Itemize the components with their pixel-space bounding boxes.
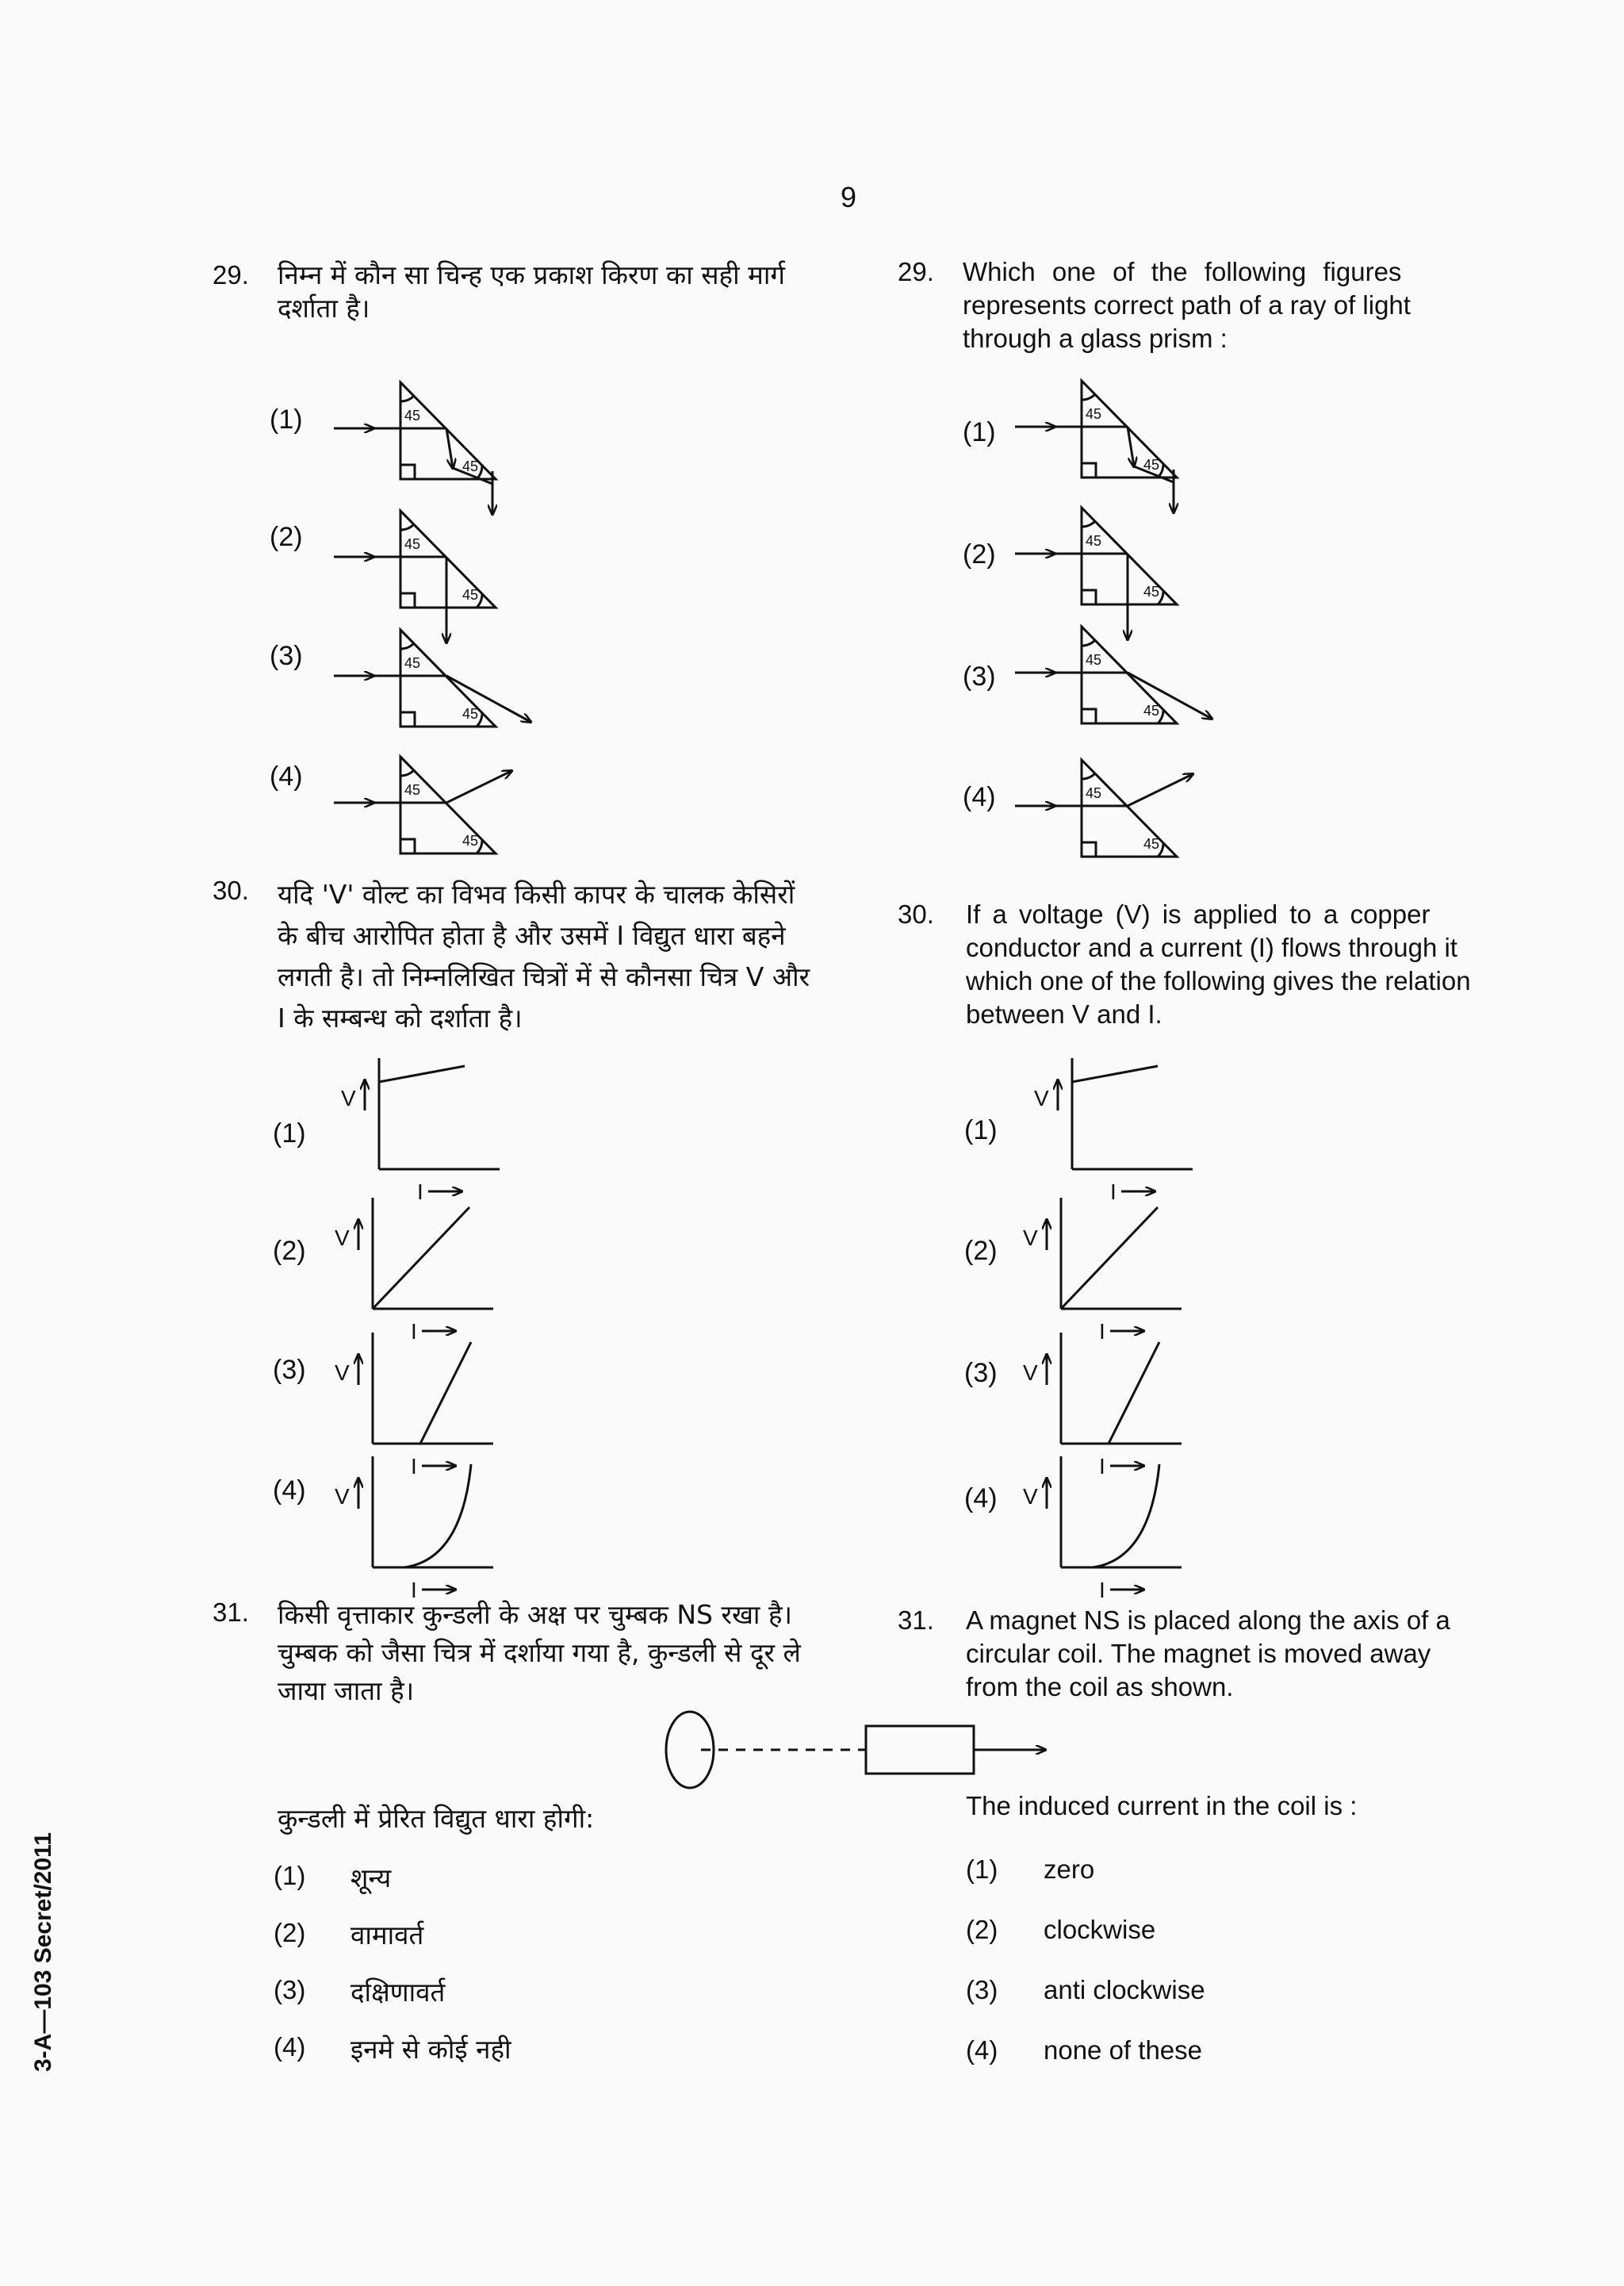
angle-label: 45 bbox=[1086, 533, 1102, 549]
plot-line bbox=[1072, 1066, 1158, 1082]
magnet bbox=[866, 1726, 974, 1774]
question-text-line: यदि 'V' वोल्ट का विभव किसी कापर के चालक केसिरों bbox=[278, 879, 795, 910]
option-label: (3) bbox=[964, 1358, 998, 1388]
angle-label: 45 bbox=[1086, 406, 1102, 422]
option-text: none of these bbox=[1044, 2035, 1202, 2065]
plot-line bbox=[1061, 1207, 1158, 1309]
option-label: (1) bbox=[963, 417, 996, 447]
question-text-line: represents correct path of a ray of light bbox=[963, 290, 1411, 320]
angle-arc bbox=[1082, 773, 1095, 779]
option-label: (3) bbox=[273, 1355, 306, 1385]
right-angle-mark bbox=[400, 465, 415, 479]
option-text: इनमे से कोई नही bbox=[350, 2034, 511, 2065]
right-angle-mark bbox=[1082, 590, 1096, 604]
coil-magnet-figure bbox=[666, 1712, 1045, 1788]
option-text: zero bbox=[1044, 1854, 1095, 1884]
emergent-ray bbox=[446, 771, 511, 803]
question-text-line: circular coil. The magnet is moved away bbox=[966, 1639, 1431, 1668]
angle-arc bbox=[1082, 394, 1095, 400]
option-label: (2) bbox=[964, 1236, 998, 1266]
option-label: (4) bbox=[966, 2035, 998, 2065]
option-text: दक्षिणावर्त bbox=[350, 1977, 446, 2008]
angle-arc bbox=[400, 396, 414, 401]
option-text: anti clockwise bbox=[1044, 1975, 1205, 2004]
right-angle-mark bbox=[400, 712, 415, 727]
question-text-line: Which one of the following figures bbox=[963, 257, 1402, 286]
question-text-line: I के सम्बन्ध को दर्शाता है। bbox=[278, 1003, 523, 1034]
option-label: (1) bbox=[964, 1115, 998, 1145]
i-axis-label: I bbox=[1110, 1179, 1116, 1204]
angle-label: 45 bbox=[1143, 457, 1160, 473]
emergent-ray bbox=[446, 676, 530, 722]
v-axis-label: V bbox=[1023, 1225, 1038, 1250]
option-label: (2) bbox=[273, 1236, 306, 1266]
option-text: clockwise bbox=[1044, 1915, 1156, 1944]
plot-line bbox=[379, 1066, 465, 1082]
hindi-q31-prompt: कुन्डली में प्रेरित विद्युत धारा होगी: bbox=[278, 1803, 595, 1834]
vi-graph bbox=[1058, 1058, 1193, 1191]
i-axis-label: I bbox=[1099, 1454, 1105, 1479]
plot-line bbox=[373, 1207, 469, 1309]
i-axis-label: I bbox=[411, 1578, 417, 1602]
question-text-line: किसी वृत्ताकार कुन्डली के अक्ष पर चुम्बक NS रखा है। bbox=[278, 1599, 792, 1630]
question-text-line: from the coil as shown. bbox=[966, 1672, 1234, 1701]
plot-curve bbox=[404, 1464, 471, 1567]
question-text-line: चुम्बक को जैसा चित्र में दर्शाया गया है, कुन्डली से दूर ले bbox=[278, 1637, 801, 1668]
option-label: (4) bbox=[270, 761, 303, 792]
prism-figure bbox=[1015, 760, 1193, 857]
question-number: 29. bbox=[898, 257, 934, 286]
angle-arc bbox=[1082, 640, 1095, 646]
option-text: वामावर्त bbox=[350, 1920, 424, 1950]
option-label: (3) bbox=[966, 1975, 998, 2004]
emergent-ray bbox=[1128, 673, 1212, 719]
i-axis-label: I bbox=[1099, 1319, 1105, 1344]
v-axis-label: V bbox=[1023, 1360, 1038, 1385]
angle-label: 45 bbox=[462, 587, 479, 603]
prism-figure bbox=[334, 757, 511, 853]
right-angle-mark bbox=[1082, 463, 1096, 478]
angle-label: 45 bbox=[462, 458, 479, 474]
angle-label: 45 bbox=[404, 782, 421, 798]
angle-label: 45 bbox=[404, 408, 421, 424]
v-axis-label: V bbox=[335, 1225, 350, 1250]
v-axis-label: V bbox=[335, 1484, 350, 1509]
prism-figure bbox=[334, 511, 496, 642]
option-label: (2) bbox=[966, 1915, 998, 1944]
angle-label: 45 bbox=[462, 833, 479, 849]
question-text-line: लगती है। तो निम्नलिखित चित्रों में से कौनसा चित्र V और bbox=[278, 961, 810, 992]
i-axis-label: I bbox=[411, 1319, 417, 1344]
vi-graph bbox=[1047, 1456, 1182, 1590]
right-angle-mark bbox=[400, 593, 415, 608]
vi-graph bbox=[358, 1456, 493, 1590]
angle-arc bbox=[400, 524, 414, 530]
right-angle-mark bbox=[1082, 709, 1096, 723]
page-number: 9 bbox=[841, 181, 857, 213]
angle-arc bbox=[1082, 521, 1095, 527]
right-angle-mark bbox=[1082, 842, 1096, 857]
side-code: 3-A—103 Secret/2011 bbox=[30, 1832, 56, 2072]
question-text-line: through a glass prism : bbox=[963, 324, 1228, 353]
vi-graph bbox=[358, 1333, 493, 1466]
vi-graph bbox=[358, 1198, 493, 1331]
option-label: (4) bbox=[273, 1475, 306, 1505]
option-label: (1) bbox=[270, 405, 303, 435]
right-angle-mark bbox=[400, 839, 415, 853]
vi-graph bbox=[1047, 1198, 1182, 1331]
option-label: (4) bbox=[274, 2032, 306, 2062]
question-text-line: If a voltage (V) is applied to a copper bbox=[966, 899, 1431, 929]
question-number: 30. bbox=[213, 876, 249, 905]
question-text-line: between V and I. bbox=[966, 999, 1162, 1029]
emergent-ray bbox=[1128, 774, 1193, 806]
question-text-line: which one of the following gives the relation bbox=[966, 966, 1471, 995]
prism-figure bbox=[334, 382, 496, 514]
question-text-line: के बीच आरोपित होता है और उसमें I विद्युत धारा बहने bbox=[278, 920, 786, 951]
v-axis-label: V bbox=[1023, 1484, 1038, 1509]
question-text-line: जाया जाता है। bbox=[278, 1675, 415, 1706]
option-label: (1) bbox=[273, 1118, 306, 1149]
option-label: (2) bbox=[270, 522, 303, 552]
angle-label: 45 bbox=[1086, 652, 1102, 668]
angle-label: 45 bbox=[1143, 836, 1160, 852]
option-label: (4) bbox=[964, 1483, 998, 1513]
angle-label: 45 bbox=[1086, 785, 1102, 801]
prism-figure bbox=[1015, 381, 1177, 512]
angle-label: 45 bbox=[462, 706, 479, 722]
option-label: (1) bbox=[274, 1861, 306, 1890]
i-axis-label: I bbox=[411, 1454, 417, 1479]
prism-figure bbox=[1015, 508, 1177, 639]
question-number: 31. bbox=[213, 1598, 249, 1627]
plot-curve bbox=[1093, 1464, 1159, 1567]
angle-label: 45 bbox=[404, 655, 421, 671]
prism-figure bbox=[1015, 627, 1212, 723]
plot-line bbox=[1109, 1342, 1159, 1444]
plot-line bbox=[420, 1342, 471, 1444]
angle-arc bbox=[400, 643, 414, 649]
question-text-line: conductor and a current (I) flows through it bbox=[966, 933, 1457, 962]
i-axis-label: I bbox=[1099, 1578, 1105, 1602]
angle-label: 45 bbox=[404, 536, 421, 552]
v-axis-label: V bbox=[335, 1360, 350, 1385]
vi-graph bbox=[1047, 1333, 1182, 1466]
i-axis-label: I bbox=[417, 1179, 423, 1204]
question-number: 31. bbox=[898, 1605, 934, 1635]
angle-label: 45 bbox=[1143, 584, 1160, 600]
prism-figure bbox=[334, 630, 530, 727]
option-label: (3) bbox=[274, 1975, 306, 2004]
option-label: (2) bbox=[274, 1918, 306, 1947]
angle-label: 45 bbox=[1143, 703, 1160, 719]
option-text: शून्य bbox=[350, 1862, 392, 1893]
question-number: 30. bbox=[898, 899, 934, 929]
vi-graph bbox=[365, 1058, 500, 1191]
english-q31-prompt: The induced current in the coil is : bbox=[966, 1791, 1358, 1820]
option-label: (1) bbox=[966, 1854, 998, 1884]
question-number: 29. bbox=[213, 260, 249, 290]
option-label: (3) bbox=[963, 662, 996, 692]
angle-arc bbox=[400, 770, 414, 776]
question-text-line: A magnet NS is placed along the axis of a bbox=[966, 1605, 1450, 1635]
option-label: (3) bbox=[270, 641, 303, 671]
v-axis-label: V bbox=[1034, 1086, 1049, 1110]
question-text-line: दर्शाता है। bbox=[278, 293, 370, 324]
v-axis-label: V bbox=[341, 1086, 356, 1110]
option-label: (2) bbox=[963, 539, 996, 570]
question-text-line: निम्न में कौन सा चिन्ह एक प्रकाश किरण का सही मार्ग bbox=[278, 259, 785, 290]
option-label: (4) bbox=[963, 782, 996, 812]
